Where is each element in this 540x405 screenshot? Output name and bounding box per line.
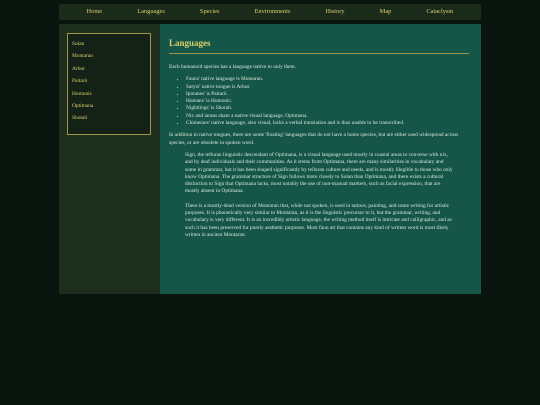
content-wrapper xyxy=(59,24,481,294)
nav-map[interactable]: Map xyxy=(379,8,392,15)
nav-environments[interactable]: Environments xyxy=(254,8,291,15)
sidebar-item-solan[interactable]: Solan xyxy=(72,41,85,47)
sidebar-item-paitaro[interactable]: Paitarō xyxy=(72,78,88,85)
floating-languages-details xyxy=(169,152,469,239)
native-language-list xyxy=(169,76,469,127)
sidebar-item-montaran[interactable]: Montaran xyxy=(72,53,93,60)
sidebar-item-arbur[interactable]: Arbur xyxy=(72,65,85,72)
sidebar-item-shotali[interactable]: Shotali xyxy=(72,115,88,122)
nav-languages[interactable]: Languages xyxy=(137,8,165,15)
list-item: • Ipotanes' is Paitarō. xyxy=(186,91,469,98)
floating-languages-paragraph: In addition to native tongues, there are some 'floating' languages that do not have a home species, but are either used widespread across species, or are obsolete in spoken word. xyxy=(169,132,459,146)
sidebar-item-homonic[interactable]: Homonic xyxy=(72,90,93,97)
sidebar xyxy=(59,24,160,294)
list-item: • Chimeraes' native language, also visual, lacks a verbal translation and is thus unable to be transcribed. xyxy=(186,120,469,127)
top-nav xyxy=(59,4,481,20)
list-item: • Fauns' native language is Montaran. xyxy=(186,76,469,83)
list-item: • Satyrs' native tongue is Arbur. xyxy=(186,84,469,91)
intro-paragraph: Each humanoid species has a language native to only them. xyxy=(169,64,297,70)
title-divider xyxy=(169,53,469,54)
nav-history[interactable]: History xyxy=(325,8,345,15)
sign-paragraph: Sign, the telluran linguistic descendant of Optimana, is a visual language used mostly in coastal areas to converse with nix, and by deaf individuals and their communities. As it stems from Optimana, there are many similarities in vocabulary and some in grammar, but it has been shaped significantly by telluran culture and needs, and is mostly illegible to those who only know Optimana. The grammar structure of Sign follows more closely to Solan than Optimana, and there exists a cultural distinction to Sign that Optimana lacks, most notably the use of non-manual markers, such as facial expression, that are mostly absent in Optimana. xyxy=(185,151,453,195)
nav-home[interactable]: Home xyxy=(86,8,103,15)
ancient-montaran-paragraph: There is a mostly-dead version of Montaran that, while not spoken, is used in tattoos, painting, and some writing for artistic purposes. It is phonetically very similar to Montaran, as it is the linguistic precursor to it, but the grammar, writing, and vocabulary is very different. It is an incredibly artistic language, the writing method itself is intricate and calligraphic, and as such it has been preserved for purely aesthetic purposes. Most faun art that contains any kind of written word is most likely written in ancient Montaran. xyxy=(185,202,452,238)
main-content xyxy=(160,24,481,294)
nav-species[interactable]: Species xyxy=(199,8,220,15)
page-title: Languages xyxy=(169,38,211,48)
nav-cataclysm[interactable]: Cataclysm xyxy=(426,8,454,15)
list-item: • Humans' is Homonic. xyxy=(186,98,469,105)
sidebar-menu xyxy=(67,33,151,135)
sidebar-item-optimana[interactable]: Optimana xyxy=(72,103,94,110)
list-item: • Nix and iarans share a native visual language, Optimana. xyxy=(186,113,469,120)
list-item: • Nightlings' is Shotali. xyxy=(186,105,469,112)
